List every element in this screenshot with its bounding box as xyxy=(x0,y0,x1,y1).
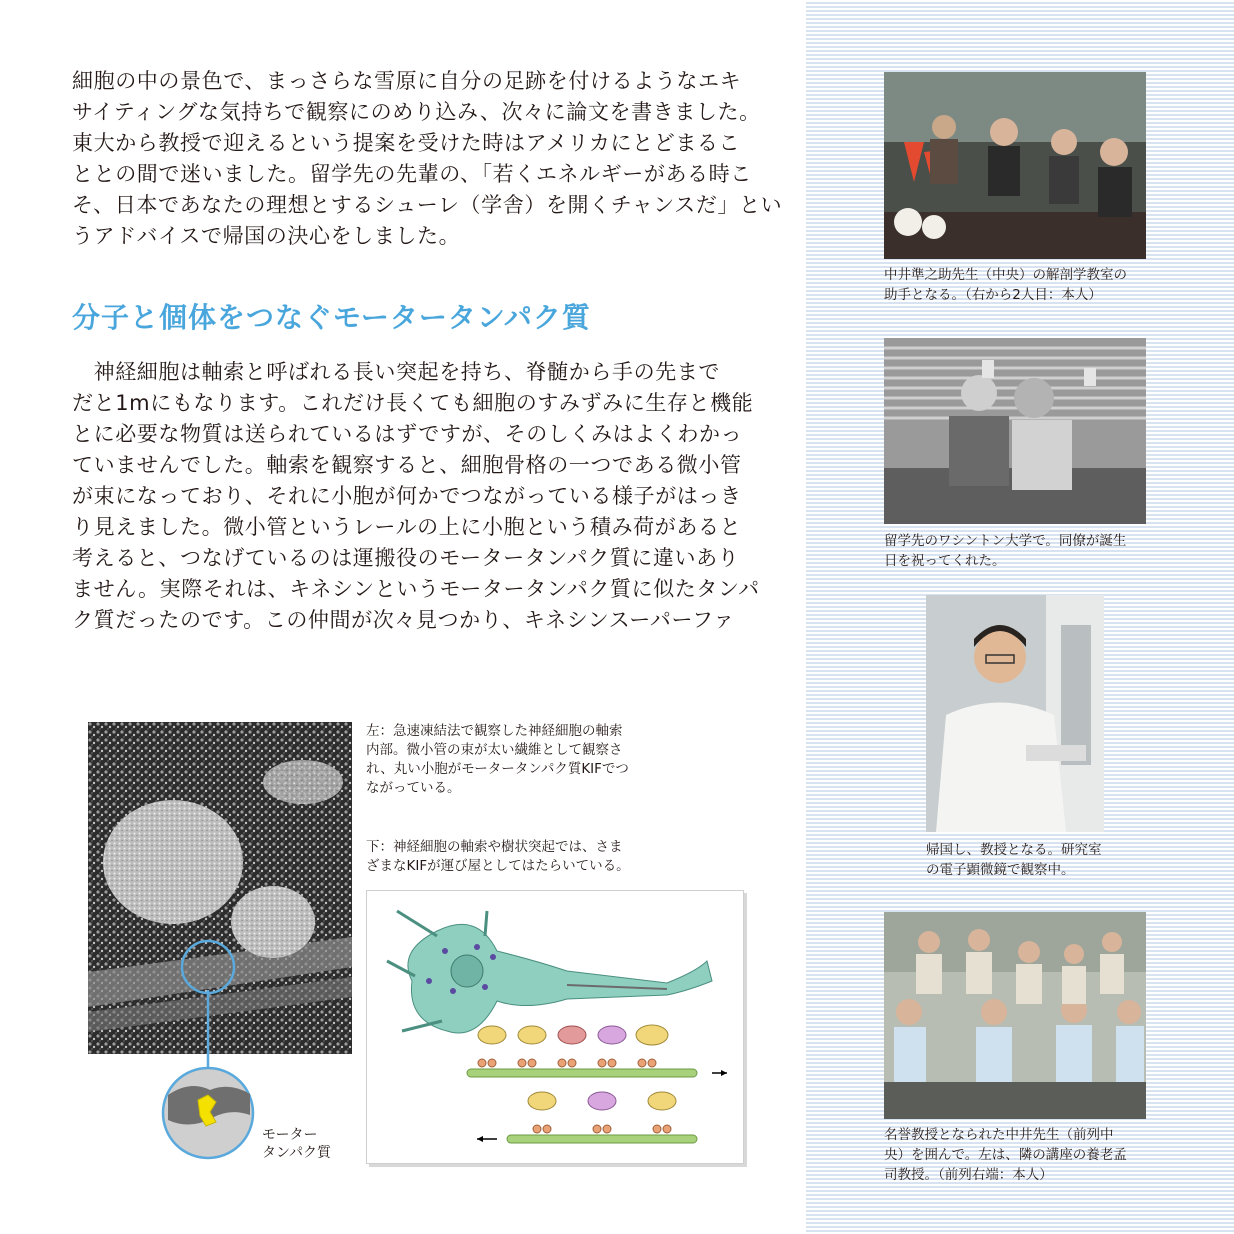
caption-line: ながっている。 xyxy=(366,780,461,796)
figure-caption-left xyxy=(366,722,629,798)
caption-line: 司教授。（前列右端：本人） xyxy=(884,1167,1053,1183)
text-line: だと1mにもなります。これだけ長くても細胞のすみずみに生存と機能 xyxy=(72,391,754,415)
sidebar-photo-4 xyxy=(884,912,1146,1119)
callout-label-line: モーター xyxy=(262,1127,318,1143)
caption-line: れ、丸い小胞がモータータンパク質KIFでつ xyxy=(366,761,629,777)
sidebar-photo-3 xyxy=(926,595,1104,832)
caption-line: 中井準之助先生（中央）の解剖学教室の xyxy=(884,267,1127,283)
caption-line: 下：神経細胞の軸索や樹状突起では、さま xyxy=(366,839,623,855)
kif-diagram-graphic xyxy=(367,891,743,1163)
caption-line: 名誉教授となられた中井先生（前列中 xyxy=(884,1127,1114,1143)
text-line: ととの間で迷いました。留学先の先輩の、「若くエネルギーがある時こ xyxy=(72,162,752,186)
caption-line: 左：急速凍結法で観察した神経細胞の軸索 xyxy=(366,723,623,739)
kif-diagram xyxy=(366,890,744,1164)
caption-line: 留学先のワシントン大学で。同僚が誕生 xyxy=(884,533,1127,549)
body-paragraph xyxy=(72,357,762,636)
caption-line: 日を祝ってくれた。 xyxy=(884,553,1006,569)
text-line: 考えると、つなげているのは運搬役のモータータンパク質に違いあり xyxy=(72,546,740,570)
sidebar-caption-4 xyxy=(884,1125,1127,1185)
text-line: り見えました。微小管というレールの上に小胞という積み荷があると xyxy=(72,515,742,539)
text-line: が束になっており、それに小胞が何かでつながっている様子がはっき xyxy=(72,484,742,508)
intro-paragraph xyxy=(72,66,783,252)
text-line: ません。実際それは、キネシンというモータータンパク質に似たタンパ xyxy=(72,577,760,601)
sidebar-caption-1 xyxy=(884,265,1127,305)
text-line: とに必要な物質は送られているはずですが、そのしくみはよくわかっ xyxy=(72,422,743,446)
callout-label xyxy=(262,1126,331,1162)
sidebar-photo-1 xyxy=(884,72,1146,259)
text-line: 神経細胞は軸索と呼ばれる長い突起を持ち、脊髄から手の先まで xyxy=(72,360,720,384)
text-line: うアドバイスで帰国の決心をしました。 xyxy=(72,224,461,248)
caption-line: 帰国し、教授となる。研究室 xyxy=(926,842,1102,858)
caption-line: の電子顕微鏡で観察中。 xyxy=(926,862,1075,878)
text-line: そ、日本であなたの理想とするシューレ（学舎）を開くチャンスだ」とい xyxy=(72,193,783,217)
sidebar-caption-2 xyxy=(884,531,1126,571)
text-line: 東大から教授で迎えるという提案を受けた時はアメリカにとどまるこ xyxy=(72,131,741,155)
callout-label-line: タンパク質 xyxy=(262,1145,332,1161)
text-line: サイティングな気持ちで観察にのめり込み、次々に論文を書きました。 xyxy=(72,100,761,124)
figure-caption-bottom xyxy=(366,838,630,876)
sidebar-caption-3 xyxy=(926,840,1102,880)
text-line: 細胞の中の景色で、まっさらな雪原に自分の足跡を付けるようなエキ xyxy=(72,69,742,93)
callout-graphic xyxy=(150,990,270,1170)
caption-line: 助手となる。（右から2人目：本人） xyxy=(884,287,1102,303)
sidebar-photo-2 xyxy=(884,338,1146,524)
section-heading: 分子と個体をつなぐモータータンパク質 xyxy=(72,301,591,334)
caption-line: ざまなKIFが運び屋としてはたらいている。 xyxy=(366,858,630,874)
caption-line: 内部。微小管の束が太い繊維として観察さ xyxy=(366,742,623,758)
text-line: ていませんでした。軸索を観察すると、細胞骨格の一つである微小管 xyxy=(72,453,742,477)
caption-line: 央）を囲んで。左は、隣の講座の養老孟 xyxy=(884,1147,1127,1163)
text-line: ク質だったのです。この仲間が次々見つかり、キネシンスーパーファ xyxy=(72,608,735,632)
